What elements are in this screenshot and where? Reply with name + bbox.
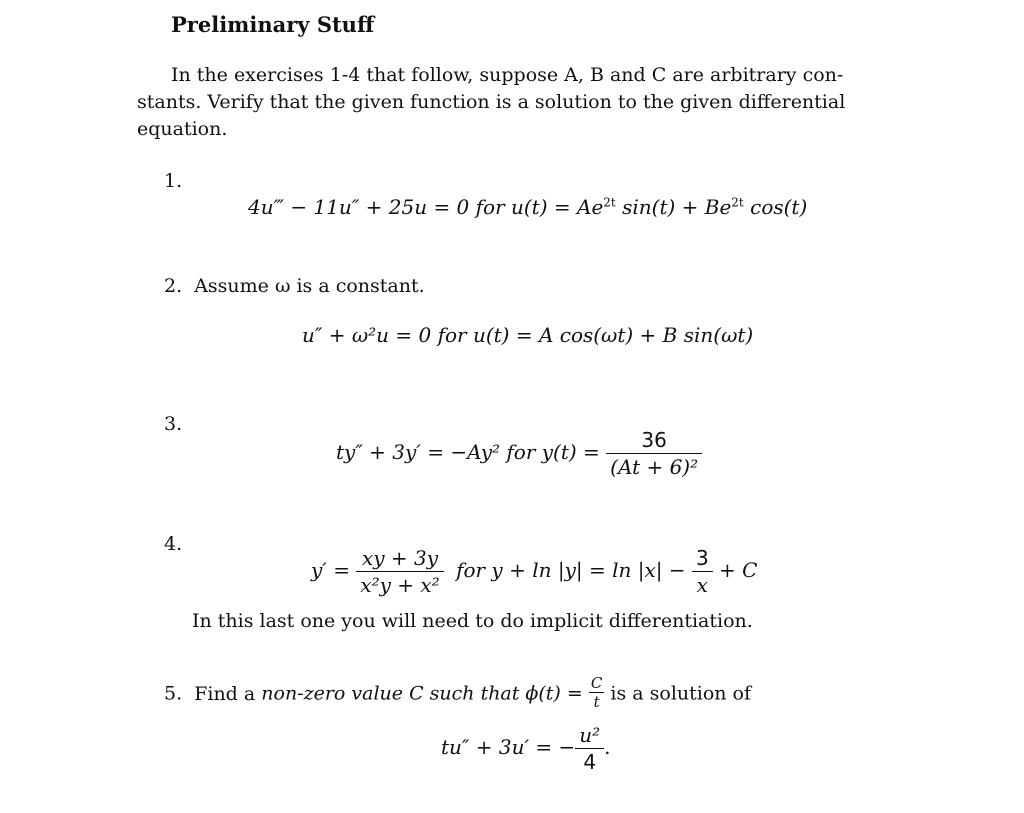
problem-5-text-b: value C such that ϕ(t) = bbox=[351, 682, 583, 705]
problem-3-equation bbox=[336, 427, 702, 480]
problem-5-denominator: 4 bbox=[583, 750, 597, 774]
problem-5-text-c: is a solution of bbox=[610, 682, 752, 705]
problem-5-number: 5. bbox=[164, 682, 183, 705]
problem-2 bbox=[164, 275, 425, 297]
problem-4-fraction-2-num: 3 bbox=[692, 545, 713, 572]
problem-3-denominator: (At + 6)² bbox=[610, 455, 699, 479]
intro-line: In the exercises 1-4 that follow, suppose A, B and C are arbitrary con- bbox=[171, 64, 844, 86]
problem-4-equation bbox=[311, 545, 757, 598]
problem-5 bbox=[164, 676, 751, 713]
intro-line: stants. Verify that the given function is a solution to the given differential bbox=[137, 91, 846, 113]
problem-1-equation-main: 4u‴ − 11u″ + 25u = 0 for u(t) = Ae bbox=[248, 195, 604, 219]
problem-3-number: 3. bbox=[164, 413, 183, 435]
problem-1-number: 1. bbox=[164, 170, 183, 192]
problem-5-text-em: non-zero bbox=[261, 682, 346, 705]
problem-3-fraction bbox=[606, 427, 702, 480]
problem-1-equation bbox=[248, 195, 807, 219]
problem-1-equation-mid: sin(t) + Be bbox=[615, 195, 732, 219]
problem-4-numerator: xy + 3y bbox=[356, 545, 443, 572]
problem-5-equation bbox=[441, 722, 611, 775]
problem-2-number: 2. bbox=[164, 275, 183, 297]
problem-3-numerator: 36 bbox=[606, 427, 702, 454]
problem-5-fraction bbox=[575, 722, 604, 775]
problem-3-lhs: ty″ + 3y′ = −Ay² for y(t) = bbox=[336, 440, 600, 464]
problem-4-note: In this last one you will need to do implicit differentiation. bbox=[192, 610, 753, 632]
problem-5-inline-num: C bbox=[590, 674, 603, 692]
intro-line: equation. bbox=[137, 118, 228, 140]
problem-4-fraction-2-den: x bbox=[696, 573, 708, 597]
problem-2-equation: u″ + ω²u = 0 for u(t) = A cos(ωt) + B sin(ωt) bbox=[302, 323, 754, 347]
problem-4-middle: for y + ln |y| = ln |x| − bbox=[456, 558, 686, 582]
problem-4-denominator: x²y + x² bbox=[360, 573, 440, 597]
problem-4-lhs: y′ = bbox=[311, 558, 350, 582]
problem-5-tail: . bbox=[604, 735, 611, 759]
problem-1-exp1: 2t bbox=[603, 195, 616, 210]
problem-5-lhs: tu″ + 3u′ = − bbox=[441, 735, 576, 759]
problem-4-tail: + C bbox=[719, 558, 758, 582]
problem-2-text: Assume ω is a constant. bbox=[194, 275, 425, 297]
problem-5-inline-fraction bbox=[589, 674, 604, 711]
problem-4-number: 4. bbox=[164, 533, 183, 555]
problem-1-equation-tail: cos(t) bbox=[743, 195, 808, 219]
problem-4-fraction-2 bbox=[692, 545, 713, 598]
problem-5-numerator: u² bbox=[575, 722, 604, 749]
page-title: Preliminary Stuff bbox=[171, 12, 375, 37]
problem-5-inline-den: t bbox=[593, 693, 600, 711]
problem-5-text-a: Find a bbox=[194, 682, 256, 705]
problem-4-fraction bbox=[356, 545, 443, 598]
intro-paragraph bbox=[137, 62, 857, 143]
problem-1-exp2: 2t bbox=[731, 195, 744, 210]
